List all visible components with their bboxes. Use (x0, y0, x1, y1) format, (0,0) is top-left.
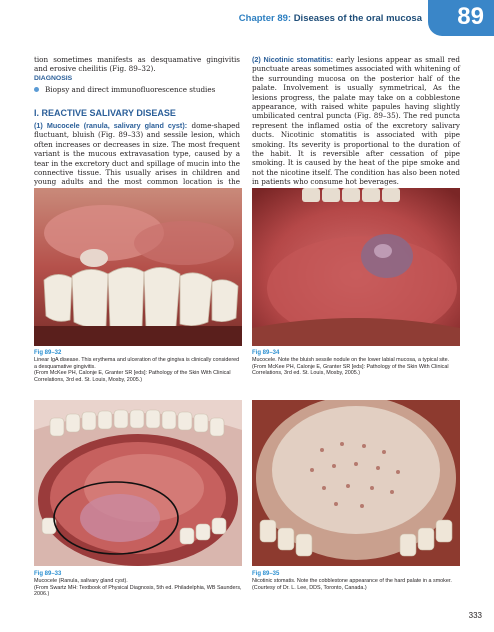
figure-label: Fig 89–33 (34, 571, 62, 577)
section-heading: I. REACTIVE SALIVARY DISEASE (34, 107, 176, 118)
figure-credit: (From McKee PH, Calonje E, Granter SR [eds]: Pathology of the Skin With Clinical Correlations, 3rd ed. St. Louis, Mosby, 2005.) (34, 370, 231, 384)
page-number: 333 (468, 611, 482, 620)
chapter-title: Diseases of the oral mucosa (293, 13, 422, 24)
chapter-number: 89 (457, 3, 484, 30)
chapter-heading (239, 13, 422, 24)
figure-89-34-photo (252, 188, 460, 346)
diagnosis-heading: DIAGNOSIS (34, 74, 73, 82)
figure-89-34-caption (252, 350, 460, 377)
diagnosis-bullet-item (34, 85, 240, 94)
diagnosis-bullet-text: Biopsy and direct immunofluorescence studies (45, 85, 216, 95)
figure-89-35-caption (252, 571, 460, 591)
nicotinic-paragraph (252, 55, 460, 187)
figure-89-32-photo (34, 188, 242, 346)
figure-credit: (From McKee PH, Calonje E, Granter SR [eds]: Pathology of the Skin With Clinical Correlations, 3rd ed. St. Louis, Mosby, 2005.) (252, 363, 449, 377)
chapter-label: Chapter 89: (238, 13, 292, 24)
nicotinic-lead: (2) Nicotinic stomatitis: (252, 55, 334, 64)
left-column (34, 55, 240, 196)
mucocele-lead: (1) Mucocele (ranula, salivary gland cyst): (34, 121, 188, 131)
nicotinic-text: early lesions appear as small red punctuate areas sometimes associated with whitening of the surrounding mucosa on the posterior half of the palate. Involvement is usually symmetrical, As the lesions progress, the palate may take on a cobblestone appearance, with raised white papules having slightly umbilicated central puncta (Fig. 89–35). The red puncta represent the inflamed ostia of the excretory salivary ducts. Nicotinic stomatitis is associated with pipe smoking. Its severity is proportional to the duration of the habit. It is reversible after cessation of pipe smoking. It is caused by the heat of the pipe smoke and not the nicotine itself. The condition has also been noted in patients who consume hot beverages. (252, 55, 460, 187)
figure-caption-text: Mucocele (Ranula, salivary gland cyst). (34, 577, 128, 584)
figure-89-33-photo (34, 400, 242, 566)
mucocele-text: dome-shaped fluctuant, bluish (Fig. 89–33) and sessile lesion, which often increases or decreases in size. The most frequent variant is the mucous extravasation type, caused by a tear in the excretory duct and spillage of mucin into the connective tissue. This usually arises in children and young adults and the most common location is the (34, 121, 240, 187)
figure-credit: (From Swartz MH: Textbook of Physical Diagnosis, 5th ed. Philadelphia, WB Saunders, 2006.) (34, 584, 242, 598)
figure-89-33-caption (34, 571, 242, 598)
figure-89-32-caption (34, 350, 242, 384)
mucocele-paragraph (34, 121, 240, 196)
figure-label: Fig 89–35 (252, 571, 280, 577)
intro-paragraph: tion sometimes manifests as desquamative gingivitis and erosive cheilitis (Fig. 89–32). (34, 55, 240, 74)
bullet-icon (34, 87, 39, 92)
right-column (252, 55, 460, 187)
figure-caption-text: Nicotinic stomatis. Note the cobblestone appearance of the hard palate in a smoker. (252, 577, 452, 584)
figure-caption-text: Mucocele. Note the bluish sessile nodule on the lower labial mucosa, a typical site. (252, 356, 450, 363)
figure-credit: (Courtesy of Dr. L. Lee, DDS, Toronto, Canada.) (252, 584, 367, 591)
figure-89-35-photo (252, 400, 460, 566)
figure-label: Fig 89–32 (34, 350, 62, 356)
figure-label: Fig 89–34 (252, 350, 280, 356)
figure-caption-text: Linear IgA disease. This erythema and ulceration of the gingiva is clinically considered a desquamative gingivitis. (34, 356, 240, 370)
